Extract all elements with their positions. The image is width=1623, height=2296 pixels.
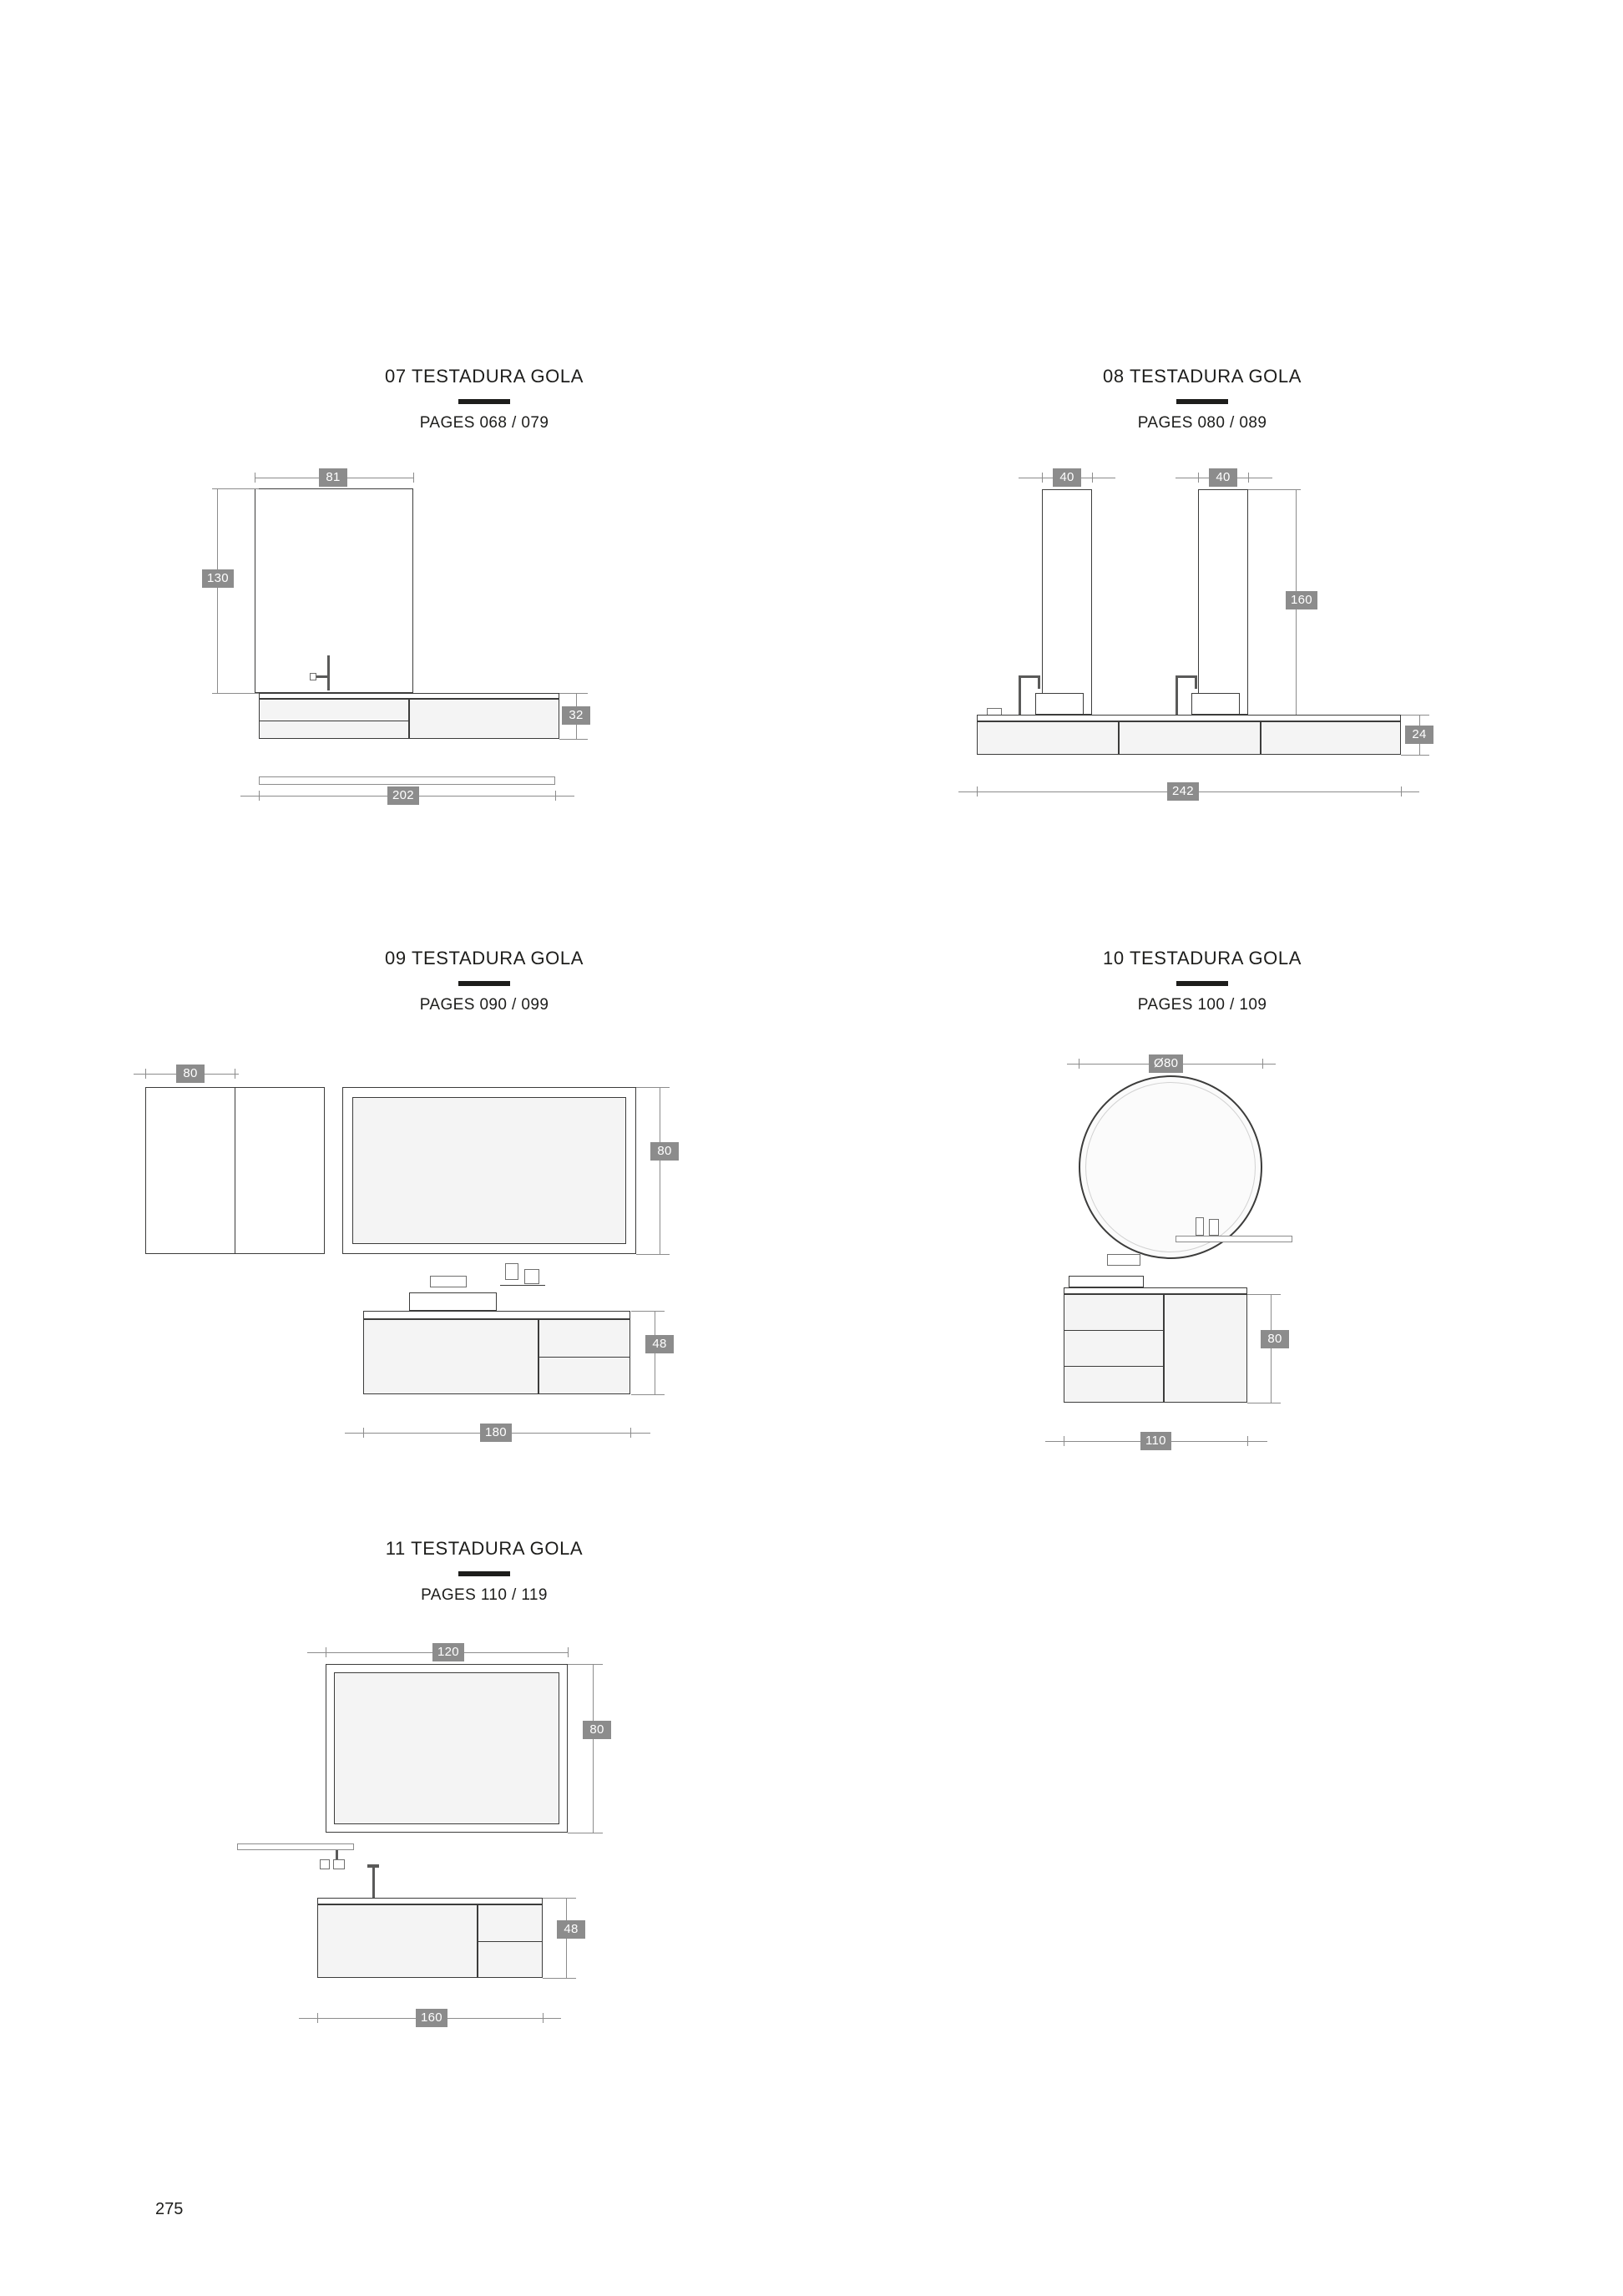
basin-right [1191,693,1240,715]
soap-bottle-icon [505,1263,518,1280]
section-07-testadura-gola [250,366,718,432]
dimension-202: 202 [387,786,419,805]
section-title: 08 TESTADURA GOLA [1102,366,1302,387]
dimension-110: 110 [1140,1432,1171,1450]
vanity-drawer-left [259,699,409,739]
countertop [1064,1287,1247,1294]
towel-rail-accessory [1107,1254,1140,1266]
dimension-32: 32 [562,706,590,725]
tall-column-right [1198,489,1248,715]
tall-column-left [1042,489,1092,715]
mirror-panel [255,488,413,693]
countertop [363,1311,630,1319]
vanity-module-2 [1119,721,1261,755]
dim-extension [559,739,588,740]
section-title: 07 TESTADURA GOLA [384,366,584,387]
drawing-09 [125,1044,743,1461]
title-rule [458,399,510,404]
dim-tick [1401,786,1402,797]
dim-tick [259,791,260,801]
dim-tick [568,1647,569,1657]
section-pages: PAGES 068 / 079 [419,414,549,432]
dim-tick [1247,1436,1248,1446]
dimension-160: 160 [1286,591,1317,609]
dimension-40-left: 40 [1053,468,1081,487]
title-rule [1176,981,1228,986]
drawer-split-line [1064,1330,1164,1331]
countertop [317,1898,543,1904]
soap-dish-icon [333,1859,345,1869]
faucet-handle-icon [310,673,316,680]
faucet-right-drop-icon [1195,675,1197,689]
faucet-right-icon [1176,675,1178,715]
tumbler-icon [1209,1219,1219,1236]
dim-line-vertical [1296,489,1297,731]
dim-extension [1247,1294,1281,1295]
dim-extension [217,488,259,489]
section-pages: PAGES 100 / 109 [1137,996,1267,1014]
vanity-door [1164,1294,1247,1403]
vanity-drawer-right [409,699,559,739]
dimension-160: 160 [416,2009,447,2027]
section-pages: PAGES 080 / 089 [1137,414,1267,432]
dim-tick [1262,1059,1263,1069]
page-number: 275 [155,2200,184,2218]
title-rule [1176,399,1228,404]
section-11-testadura-gola [250,1538,718,1605]
title-rule [458,1571,510,1576]
faucet-left-icon [1019,675,1021,715]
plan-view-bar [259,776,555,785]
dim-tick [555,791,556,801]
dim-tick [363,1428,364,1438]
vanity-module-1 [977,721,1119,755]
dim-extension [543,1978,576,1979]
dim-line-right [593,1664,594,1833]
dim-tick [977,786,978,797]
faucet-icon [372,1864,375,1898]
dim-extension [636,1087,670,1088]
faucet-icon [327,655,330,690]
section-09-testadura-gola [250,948,718,1014]
basin-top [1069,1276,1144,1287]
countertop [259,693,559,699]
dimension-40-right: 40 [1209,468,1237,487]
tumbler-icon [320,1859,330,1869]
dimension-180: 180 [480,1424,512,1442]
section-pages: PAGES 090 / 099 [419,996,549,1014]
dim-extension [631,1311,665,1312]
faucet-left-drop-icon [1038,675,1040,689]
basin-left [1035,693,1084,715]
dim-tick [145,1069,146,1079]
section-title: 10 TESTADURA GOLA [1102,948,1302,968]
vanity-drawer-large [363,1319,538,1394]
soap-bottle-icon [1196,1217,1204,1236]
section-08-testadura-gola [968,366,1436,432]
drawing-07 [167,468,701,910]
dim-extension [1401,755,1429,756]
dimension-81: 81 [319,468,347,487]
dimension-diameter-80: Ø80 [1149,1054,1183,1073]
dim-line-right [1271,1294,1272,1403]
dim-extension [1401,715,1429,716]
round-mirror-inner [1085,1082,1256,1252]
dim-tick [317,2013,318,2023]
towel-rail-accessory [430,1276,467,1287]
dim-tick [1248,473,1249,483]
drawing-11 [209,1632,776,2075]
tumbler-icon [524,1269,539,1284]
vanity-module-3 [1261,721,1401,755]
dimension-24: 24 [1405,726,1433,744]
dim-tick [1198,473,1199,483]
dimension-120: 120 [432,1643,464,1661]
title-rule [458,981,510,986]
dimension-80: 80 [1261,1330,1289,1348]
section-title: 11 TESTADURA GOLA [385,1538,584,1559]
section-pages: PAGES 110 / 119 [421,1586,548,1604]
dim-line-vertical [217,488,218,693]
drawer-split-line [1064,1366,1164,1367]
dimension-80: 80 [583,1721,611,1739]
dim-tick [1042,473,1043,483]
dim-extension [636,1254,670,1255]
dimension-48: 48 [557,1920,585,1939]
dim-tick [630,1428,631,1438]
vanity-drawer-stack [1064,1294,1164,1403]
mirror-frame-inner [352,1097,626,1244]
countertop [977,715,1401,721]
dimension-48: 48 [645,1335,674,1353]
dimension-80-height: 80 [650,1142,679,1161]
basin-top [409,1292,497,1311]
dimension-130: 130 [202,569,234,588]
dim-extension [543,1898,576,1899]
accessory-shelf [500,1285,545,1286]
section-10-testadura-gola [968,948,1436,1014]
dim-extension [559,693,588,694]
drawer-split-line [538,1357,630,1358]
faucet-spout-icon [316,675,329,678]
dim-extension [1248,489,1298,490]
dimension-242: 242 [1167,782,1199,801]
dim-extension [631,1394,665,1395]
faucet-spout-icon [367,1864,379,1868]
section-title: 09 TESTADURA GOLA [384,948,584,968]
dim-tick [1092,473,1093,483]
drawing-08 [935,468,1486,910]
wall-shelf [237,1843,354,1850]
dim-extension [568,1664,603,1665]
mirror-frame-inner [334,1672,559,1824]
wall-shelf [1176,1236,1292,1242]
dimension-80-width: 80 [176,1065,205,1083]
dim-tick [413,473,414,483]
drawing-10 [1044,1044,1561,1486]
dim-tick [543,2013,544,2023]
vanity-drawer-large [317,1904,478,1978]
drawer-split-line [478,1941,543,1942]
